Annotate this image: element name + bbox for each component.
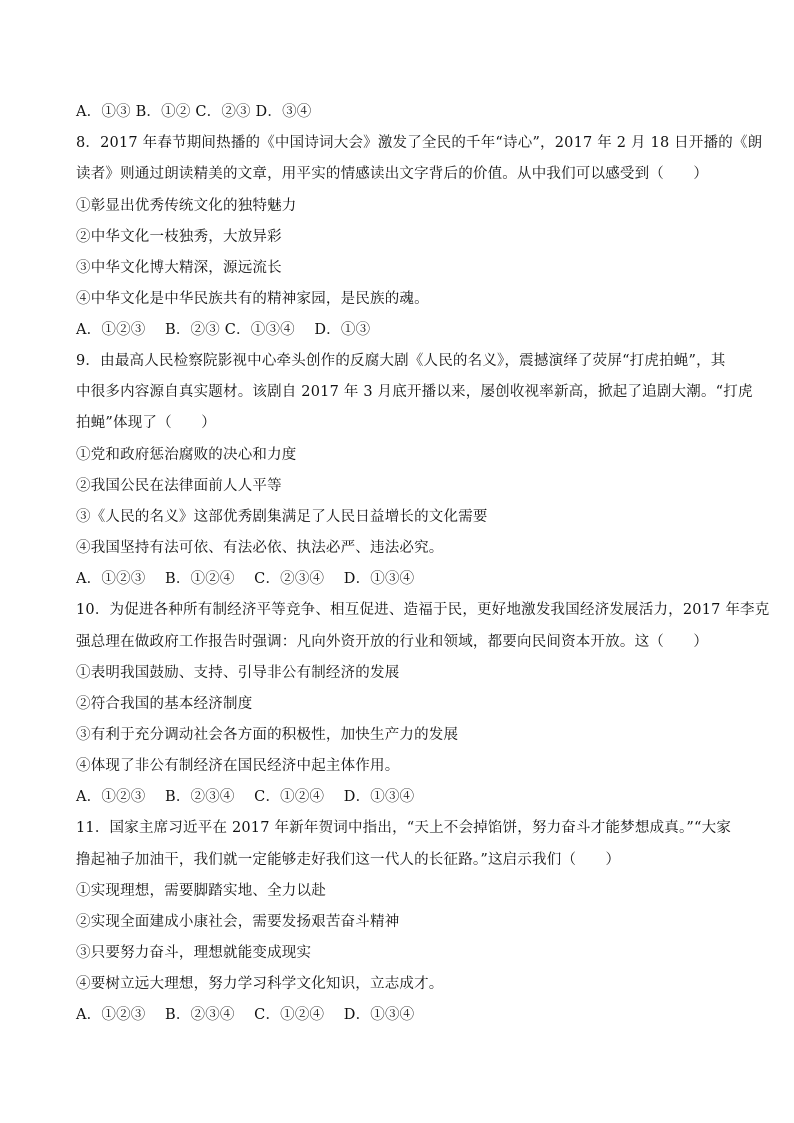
q8-answer-options: A．①②③ B．②③ C．①③④ D．①③ — [76, 322, 371, 338]
q10-answer-options: A．①②③ B．②③④ C．①②④ D．①③④ — [76, 789, 415, 805]
q11-statement-1: ①实现理想，需要脚踏实地、全力以赴 — [76, 883, 326, 899]
q9-statement-1: ①党和政府惩治腐败的决心和力度 — [76, 447, 297, 463]
q7-answer-options: A．①③ B．①② C．②③ D．③④ — [76, 104, 312, 120]
q11-stem-line-1: 11．国家主席习近平在 2017 年新年贺词中指出，“天上不会掉馅饼，努力奋斗才能梦想成真。”“大家 — [76, 820, 732, 836]
q10-stem-line-1: 10．为促进各种所有制经济平等竞争、相互促进、造福于民，更好地激发我国经济发展活力，2017 年李克 — [76, 602, 770, 618]
q11-statement-2: ②实现全面建成小康社会，需要发扬艰苦奋斗精神 — [76, 914, 400, 930]
q10-statement-3: ③有利于充分调动社会各方面的积极性，加快生产力的发展 — [76, 727, 459, 743]
q9-statement-4: ④我国坚持有法可依、有法必依、执法必严、违法必究。 — [76, 540, 444, 556]
q8-statement-4: ④中华文化是中华民族共有的精神家园，是民族的魂。 — [76, 291, 429, 307]
q8-statement-3: ③中华文化博大精深，源远流长 — [76, 260, 282, 276]
q11-answer-options: A．①②③ B．②③④ C．①②④ D．①③④ — [76, 1007, 415, 1023]
q9-stem-line-2: 中很多内容源自真实题材。该剧自 2017 年 3 月底开播以来，屡创收视率新高，掀起了追剧大潮。“打虎 — [76, 384, 753, 400]
q9-stem-line-1: 9．由最高人民检察院影视中心牵头创作的反腐大剧《人民的名义》，震撼演绎了荧屏“打虎拍蝇”，其 — [76, 353, 726, 369]
q8-statement-2: ②中华文化一枝独秀，大放异彩 — [76, 229, 282, 245]
q9-statement-2: ②我国公民在法律面前人人平等 — [76, 478, 282, 494]
q11-statement-3: ③只要努力奋斗，理想就能变成现实 — [76, 945, 312, 961]
q9-statement-3: ③《人民的名义》这部优秀剧集满足了人民日益增长的文化需要 — [76, 509, 488, 525]
q8-statement-1: ①彰显出优秀传统文化的独特魅力 — [76, 198, 297, 214]
q8-stem-line-2: 读者》则通过朗读精美的文章，用平实的情感读出文字背后的价值。从中我们可以感受到（ ） — [76, 166, 709, 182]
q11-stem-line-2: 撸起袖子加油干，我们就一定能够走好我们这一代人的长征路。”这启示我们（ ） — [76, 852, 621, 868]
q10-statement-2: ②符合我国的基本经济制度 — [76, 696, 253, 712]
q11-statement-4: ④要树立远大理想，努力学习科学文化知识，立志成才。 — [76, 976, 444, 992]
q8-stem-line-1: 8．2017 年春节期间热播的《中国诗词大会》激发了全民的千年“诗心”，2017 年 2 月 18 日开播的《朗 — [76, 135, 763, 151]
q9-answer-options: A．①②③ B．①②④ C．②③④ D．①③④ — [76, 571, 415, 587]
q10-statement-1: ①表明我国鼓励、支持、引导非公有制经济的发展 — [76, 665, 400, 681]
q10-stem-line-2: 强总理在做政府工作报告时强调：凡向外资开放的行业和领域，都要向民间资本开放。这（ ） — [76, 634, 709, 650]
q9-stem-line-3: 拍蝇”体现了（ ） — [76, 415, 216, 431]
q10-statement-4: ④体现了非公有制经济在国民经济中起主体作用。 — [76, 758, 400, 774]
